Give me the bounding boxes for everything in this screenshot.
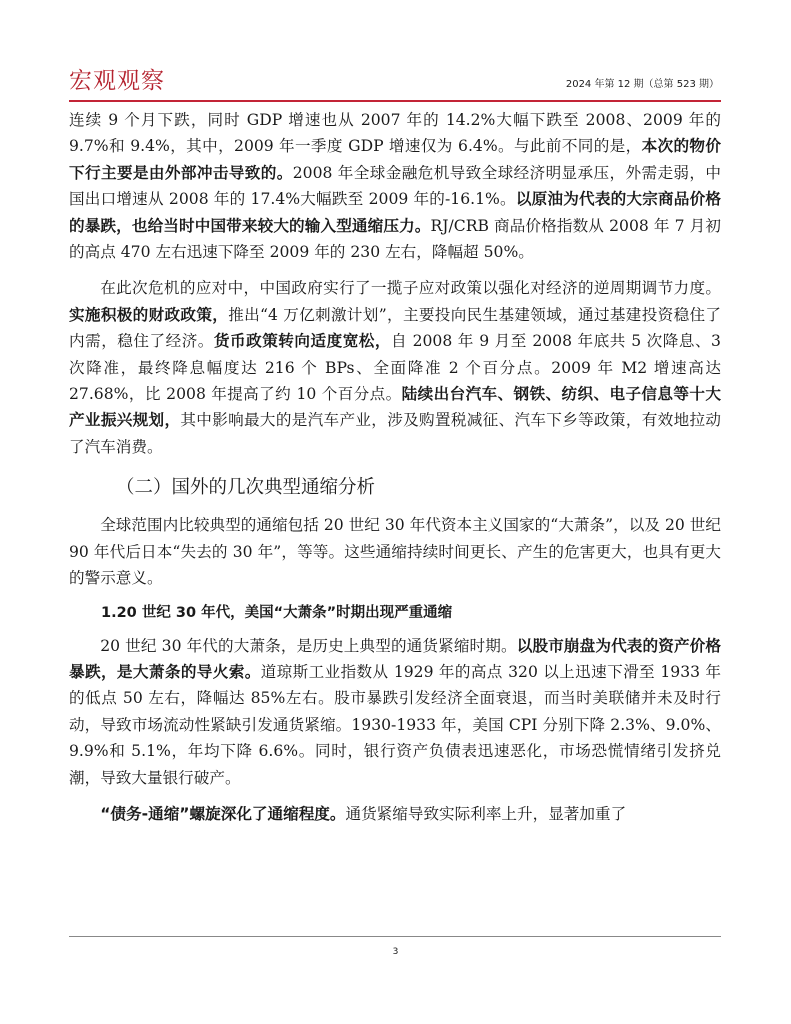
text-segment: 其中影响最大的是汽车产业，涉及购置税减征、汽车下乡等政策，有效地拉动了汽车消费。 <box>69 411 721 456</box>
section-heading: （二）国外的几次典型通缩分析 <box>116 477 376 499</box>
page-number: 3 <box>392 947 399 957</box>
issue-number: 2024 年第 12 期（总第 523 期） <box>565 79 719 90</box>
paragraph-1 <box>69 107 721 265</box>
subheading: 1.20 世纪 30 年代，美国“大萧条”时期出现严重通缩 <box>101 604 453 621</box>
intro-paragraph: 全球范围内比较典型的通缩包括 20 世纪 30 年代资本主义国家的“大萧条”，以及 20 世纪 90 年代后日本“失去的 30 年”，等等。这些通缩持续时间更长、产生的危害更大，也具有更大的警示意义。 <box>69 516 721 588</box>
bold-segment: 陆续出台汽车、钢铁、纺织、电子信息等十大产业振兴规划， <box>69 385 721 430</box>
text-segment: 在此次危机的应对中，中国政府实行了一揽子应对政策以强化对经济的逆周期调节力度。 <box>100 279 721 298</box>
paragraph-great-depression <box>69 633 721 791</box>
paragraph-debt-deflation <box>69 801 721 827</box>
text-segment: 2008 年全球金融危机导致全球经济明显承压，外需走弱，中国出口增速从 2008 年的 17.4%大幅跌至 2009 年的-16.1%。 <box>69 163 721 209</box>
bold-segment: 以原油为代表的大宗商品价格的暴跌，也给当时中国带来较大的输入型通缩压力。 <box>69 190 721 235</box>
text-segment: 自 2008 年 9 月至 2008 年底共 5 次降息、3 次降准，最终降息幅度达 216 个 BPs、全面降准 2 个百分点。2009 年 M2 增速高达 27.68%，比 2008 年提高了约 10 个百分点。 <box>69 332 721 404</box>
bold-segment: 实施积极的财政政策， <box>69 305 229 324</box>
bold-segment: “债务-通缩”螺旋深化了通缩程度。 <box>100 804 346 823</box>
text-segment: 道琼斯工业指数从 1929 年的高点 320 以上迅速下滑至 1933 年的低点 50 左右，降幅达 85%左右。股市暴跌引发经济全面衰退，而当时美联储并未及时行动，导致市场流动性紧缺引发通货紧缩。1930-1933 年，美国 CPI 分别下降 2.3%、9.0%、9.9%和 5.1%，年均下降 6.6%。同时，银行资产负债表迅速恶化，市场恐慌情绪引发挤兑潮，导致大量银行破产。 <box>69 662 721 787</box>
bold-segment: 本次的物价下行主要是由外部冲击导致的。 <box>69 137 721 182</box>
text-segment: 20 世纪 30 年代的大萧条，是历史上典型的通货紧缩时期。 <box>100 636 517 655</box>
text-segment: RJ/CRB 商品价格指数从 2008 年 7 月初的高点 470 左右迅速下降至 2009 年的 230 左右，降幅超 50%。 <box>69 216 721 262</box>
publication-title: 宏观观察 <box>69 68 165 94</box>
bold-segment: 以股市崩盘为代表的资产价格暴跌，是大萧条的导火索。 <box>69 636 721 681</box>
header-divider <box>69 100 721 102</box>
text-segment: 推出“4 万亿刺激计划”，主要投向民生基建领域，通过基建投资稳住了内需，稳住了经济。 <box>69 305 721 351</box>
paragraph-2 <box>69 275 721 460</box>
article-body <box>69 107 721 827</box>
footer-divider <box>69 936 721 937</box>
text-segment: 连续 9 个月下跌，同时 GDP 增速也从 2007 年的 14.2%大幅下跌至 2008、2009 年的 9.7%和 9.4%，其中，2009 年一季度 GDP 增速仅为 6.4%。与此前不同的是， <box>69 111 721 156</box>
bold-segment: 货币政策转向适度宽松， <box>213 332 392 351</box>
text-segment: 通货紧缩导致实际利率上升，显著加重了 <box>345 804 627 823</box>
